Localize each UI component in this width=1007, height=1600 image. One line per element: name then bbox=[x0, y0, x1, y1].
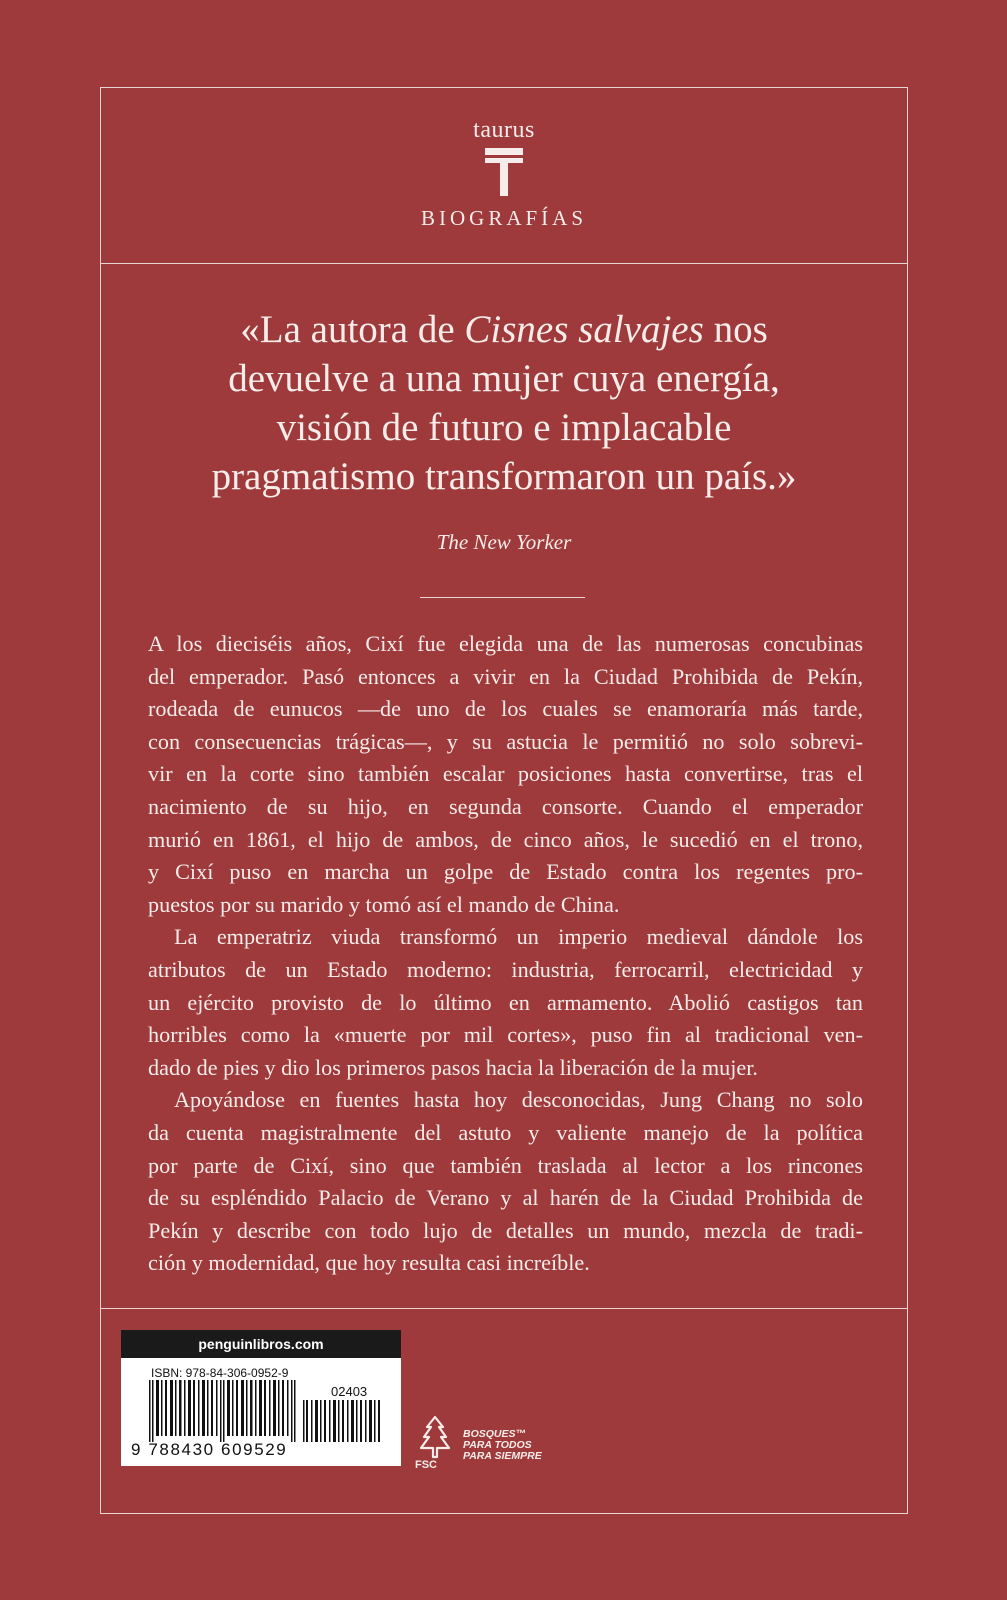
text-line: vir en la corte sino también escalar posiciones hasta convertirse, tras el bbox=[148, 761, 863, 787]
pull-quote bbox=[140, 305, 868, 501]
fsc-tree-icon bbox=[417, 1415, 453, 1459]
publisher-brand bbox=[100, 118, 908, 231]
text-line: Apoyándose en fuentes hasta hoy desconocidas, Jung Chang no solo bbox=[174, 1087, 863, 1113]
text-line: murió en 1861, el hijo de ambos, de cinco años, le sucedió en el trono, bbox=[148, 826, 863, 852]
quote-separator bbox=[420, 597, 585, 598]
synopsis-paragraph-3 bbox=[148, 1084, 863, 1280]
barcode-panel bbox=[121, 1330, 401, 1466]
synopsis-paragraph-2 bbox=[148, 921, 863, 1084]
taurus-t-logo-icon bbox=[483, 146, 525, 198]
barcode-digits: 9 788430 609529 bbox=[131, 1440, 288, 1459]
fsc-label: FSC bbox=[415, 1459, 437, 1471]
fsc-slogan bbox=[463, 1429, 542, 1462]
fsc-slogan-line: PARA TODOS bbox=[463, 1439, 532, 1451]
fsc-certification bbox=[415, 1415, 575, 1475]
header-divider bbox=[100, 263, 908, 264]
isbn-label: ISBN: 978-84-306-0952-9 bbox=[151, 1366, 289, 1380]
publisher-website: penguinlibros.com bbox=[121, 1330, 401, 1358]
text-line: y Cixí puso en marcha un golpe de Estado contra los regentes pro- bbox=[148, 859, 863, 885]
text-line: puestos por su marido y tomó así el mando de China. bbox=[148, 891, 620, 917]
synopsis bbox=[148, 628, 863, 1280]
text-line: nacimiento de su hijo, en segunda consorte. Cuando el emperador bbox=[148, 793, 863, 819]
text-line: dado de pies y dio los primeros pasos hacia la liberación de la mujer. bbox=[148, 1054, 758, 1080]
addon-barcode-icon bbox=[303, 1400, 381, 1442]
price-addon-code: 02403 bbox=[331, 1384, 368, 1399]
text-line: horribles como la «muerte por mil cortes», puso fin al tradicional ven- bbox=[148, 1022, 863, 1048]
text-line: La emperatriz viuda transformó un imperio medieval dándole los bbox=[174, 924, 863, 950]
brand-name: taurus bbox=[473, 117, 535, 143]
quote-line-2: devuelve a una mujer cuya energía, bbox=[228, 357, 780, 400]
quoted-book-title: Cisnes salvajes bbox=[464, 308, 704, 351]
quote-text: nos bbox=[703, 308, 768, 351]
quote-text: «La autora de bbox=[240, 308, 465, 351]
ean-barcode-icon bbox=[149, 1380, 299, 1442]
text-line: A los dieciséis años, Cixí fue elegida una de las numerosas concubinas bbox=[148, 631, 863, 656]
fsc-slogan-line: BOSQUES™ bbox=[463, 1428, 527, 1440]
text-line: por parte de Cixí, sino que también traslada al lector a los rincones bbox=[148, 1152, 863, 1178]
text-line: de su espléndido Palacio de Verano y al harén de la Ciudad Prohibida de bbox=[148, 1185, 863, 1211]
quote-line-4: pragmatismo transformaron un país.» bbox=[211, 455, 797, 498]
quote-source: The New Yorker bbox=[436, 530, 572, 554]
text-line: ción y modernidad, que hoy resulta casi increíble. bbox=[148, 1250, 590, 1276]
text-line: un ejército provisto de lo último en armamento. Abolió castigos tan bbox=[148, 989, 863, 1015]
quote-line-1 bbox=[140, 305, 868, 354]
collection-name: BIOGRAFÍAS bbox=[420, 206, 588, 230]
text-line: atributos de un Estado moderno: industria, ferrocarril, electricidad y bbox=[148, 956, 863, 982]
fsc-slogan-line: PARA SIEMPRE bbox=[463, 1450, 542, 1462]
synopsis-paragraph-1 bbox=[148, 628, 863, 921]
text-line: Pekín y describe con todo lujo de detalles un mundo, mezcla de tradi- bbox=[148, 1217, 863, 1243]
text-line: del emperador. Pasó entonces a vivir en la Ciudad Prohibida de Pekín, bbox=[148, 663, 863, 689]
quote-line-3: visión de futuro e implacable bbox=[276, 406, 732, 449]
text-line: con consecuencias trágicas—, y su astucia le permitió no solo sobrevi- bbox=[148, 728, 863, 754]
footer-divider bbox=[100, 1308, 908, 1309]
text-line: rodeada de eunucos —de uno de los cuales se enamoraría más tarde, bbox=[148, 696, 863, 722]
text-line: da cuenta magistralmente del astuto y valiente manejo de la política bbox=[148, 1119, 863, 1145]
